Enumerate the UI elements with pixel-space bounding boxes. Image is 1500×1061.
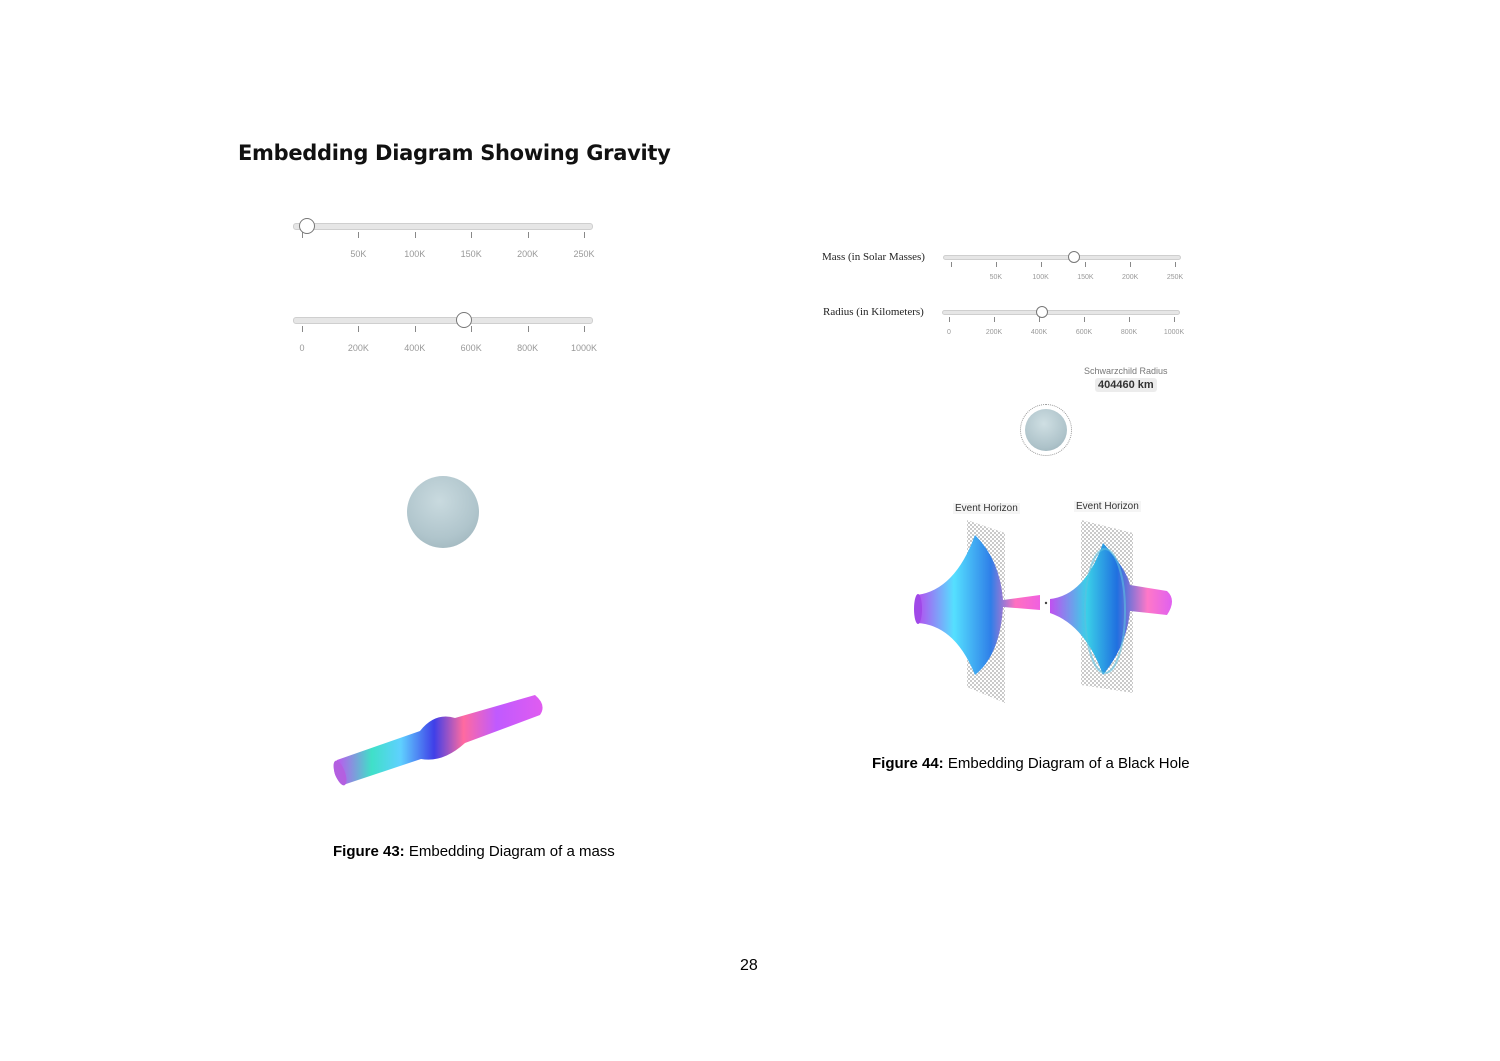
figure-44-label: Figure 44: (872, 755, 944, 772)
slider-tick (1174, 317, 1175, 322)
slider-tick-label: 200K (347, 343, 369, 353)
slider-tick-label: 250K (573, 249, 595, 259)
slider-tick-label: 600K (460, 343, 482, 353)
slider-tick (584, 326, 585, 332)
slider-tick-label: 400K (404, 343, 426, 353)
mass-slider-track[interactable] (293, 223, 593, 230)
slider-tick (1041, 262, 1042, 267)
slider-tick (471, 232, 472, 238)
slider-tick-label: 1000K (1163, 329, 1185, 336)
slider-tick (1129, 317, 1130, 322)
slider-tick-label: 200K (1122, 274, 1139, 281)
bh-radius-slider-track[interactable] (942, 310, 1180, 315)
slider-tick-label: 0 (947, 329, 951, 336)
slider-tick-label: 50K (350, 249, 367, 259)
mass-embedding-surface (325, 685, 555, 795)
black-hole-embedding-surface (905, 515, 1185, 710)
slider-tick (358, 326, 359, 332)
slider-tick-label: 150K (460, 249, 482, 259)
slider-tick-label: 150K (1077, 274, 1094, 281)
slider-thumb[interactable] (1068, 251, 1080, 263)
slider-tick (302, 326, 303, 332)
radius-slider-label: Radius (in Kilometers) (823, 306, 924, 318)
figure-43-text: Embedding Diagram of a mass (408, 843, 615, 860)
slider-tick (415, 326, 416, 332)
bh-mass-slider-track[interactable] (943, 255, 1181, 260)
slider-tick (996, 262, 997, 267)
slider-tick (584, 232, 585, 238)
schwarzschild-label: Schwarzchild Radius (1084, 366, 1168, 376)
slider-tick-label: 1000K (570, 343, 598, 353)
slider-tick (528, 326, 529, 332)
slider-tick (951, 262, 952, 267)
slider-tick-label: 800K (517, 343, 539, 353)
slider-tick (1084, 317, 1085, 322)
slider-tick-label: 100K (1032, 274, 1049, 281)
mass-slider-label: Mass (in Solar Masses) (822, 251, 925, 263)
black-hole-sphere (1020, 404, 1072, 456)
event-horizon-label-right: Event Horizon (1076, 501, 1139, 512)
event-horizon-label-left: Event Horizon (955, 503, 1018, 514)
figure-43-label: Figure 43: (333, 843, 405, 860)
figure-44-caption (872, 755, 1190, 772)
radius-slider-track[interactable] (293, 317, 593, 324)
slider-tick (949, 317, 950, 322)
mass-sphere (407, 476, 479, 548)
slider-tick-label: 100K (404, 249, 426, 259)
bh-mass-slider[interactable] (943, 255, 1184, 285)
slider-thumb[interactable] (299, 218, 315, 234)
slider-tick (471, 326, 472, 332)
slider-tick-label: 200K (517, 249, 539, 259)
slider-tick-label: 600K (1075, 329, 1093, 336)
slider-tick-label: 800K (1120, 329, 1138, 336)
slider-thumb[interactable] (1036, 306, 1048, 318)
slider-tick-label: 250K (1166, 274, 1184, 281)
page-heading: Embedding Diagram Showing Gravity (238, 141, 671, 165)
slider-tick (415, 232, 416, 238)
slider-tick (994, 317, 995, 322)
slider-tick (528, 232, 529, 238)
figure-44-text: Embedding Diagram of a Black Hole (947, 755, 1190, 772)
schwarzschild-value: 404460 km (1095, 378, 1157, 392)
figure-43-caption (333, 843, 615, 860)
slider-thumb[interactable] (456, 312, 472, 328)
slider-tick-label: 200K (985, 329, 1003, 336)
bh-radius-slider[interactable] (942, 310, 1185, 340)
slider-tick-label: 0 (299, 343, 305, 353)
page-number: 28 (740, 957, 758, 974)
slider-tick-label: 400K (1030, 329, 1048, 336)
slider-tick-label: 50K (989, 274, 1003, 281)
slider-tick (358, 232, 359, 238)
mass-slider[interactable] (293, 223, 593, 263)
slider-tick (1175, 262, 1176, 267)
slider-tick (1085, 262, 1086, 267)
slider-tick (1130, 262, 1131, 267)
radius-slider[interactable] (293, 317, 598, 357)
